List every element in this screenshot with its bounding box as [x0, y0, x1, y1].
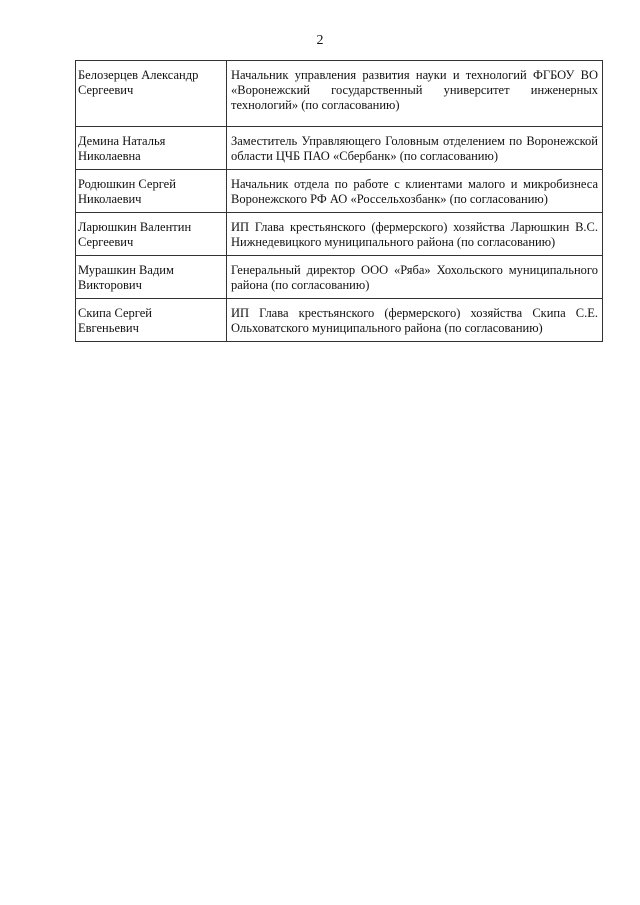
- member-patronymic: Евгеньевич: [78, 321, 139, 335]
- member-role: Начальник управления развития науки и технологий ФГБОУ ВО «Воронежский государственный университет инженерных технологий» (по согласованию): [227, 61, 603, 127]
- member-surname-given: Родюшкин Сергей: [78, 177, 176, 191]
- member-name: [76, 127, 227, 170]
- member-role: ИП Глава крестьянского (фермерского) хозяйства Ларюшкин В.С. Нижнедевицкого муниципального района (по согласованию): [227, 213, 603, 256]
- member-patronymic: Викторович: [78, 278, 142, 292]
- member-name: [76, 170, 227, 213]
- member-surname-given: Скипа Сергей: [78, 306, 152, 320]
- member-patronymic: Николаевна: [78, 149, 141, 163]
- member-patronymic: Николаевич: [78, 192, 142, 206]
- member-name: [76, 256, 227, 299]
- member-patronymic: Сергеевич: [78, 235, 134, 249]
- member-role: Начальник отдела по работе с клиентами малого и микробизнеса Воронежского РФ АО «Россельхозбанк» (по согласованию): [227, 170, 603, 213]
- member-patronymic: Сергеевич: [78, 83, 134, 97]
- member-role: ИП Глава крестьянского (фермерского) хозяйства Скипа С.Е. Ольховатского муниципального района (по согласованию): [227, 299, 603, 342]
- table-row: [76, 213, 603, 256]
- member-name: [76, 299, 227, 342]
- member-surname-given: Белозерцев Александр: [78, 68, 199, 82]
- table-row: [76, 170, 603, 213]
- member-role: Генеральный директор ООО «Ряба» Хохольского муниципального района (по согласованию): [227, 256, 603, 299]
- table-row: [76, 299, 603, 342]
- member-name: [76, 61, 227, 127]
- members-table: [75, 60, 603, 342]
- member-surname-given: Ларюшкин Валентин: [78, 220, 192, 234]
- page-number: 2: [316, 33, 324, 48]
- member-surname-given: Демина Наталья: [78, 134, 166, 148]
- table-row: [76, 61, 603, 127]
- member-surname-given: Мурашкин Вадим: [78, 263, 174, 277]
- member-role: Заместитель Управляющего Головным отделением по Воронежской области ЦЧБ ПАО «Сбербанк» (по согласованию): [227, 127, 603, 170]
- member-name: [76, 213, 227, 256]
- table-row: [76, 256, 603, 299]
- table-row: [76, 127, 603, 170]
